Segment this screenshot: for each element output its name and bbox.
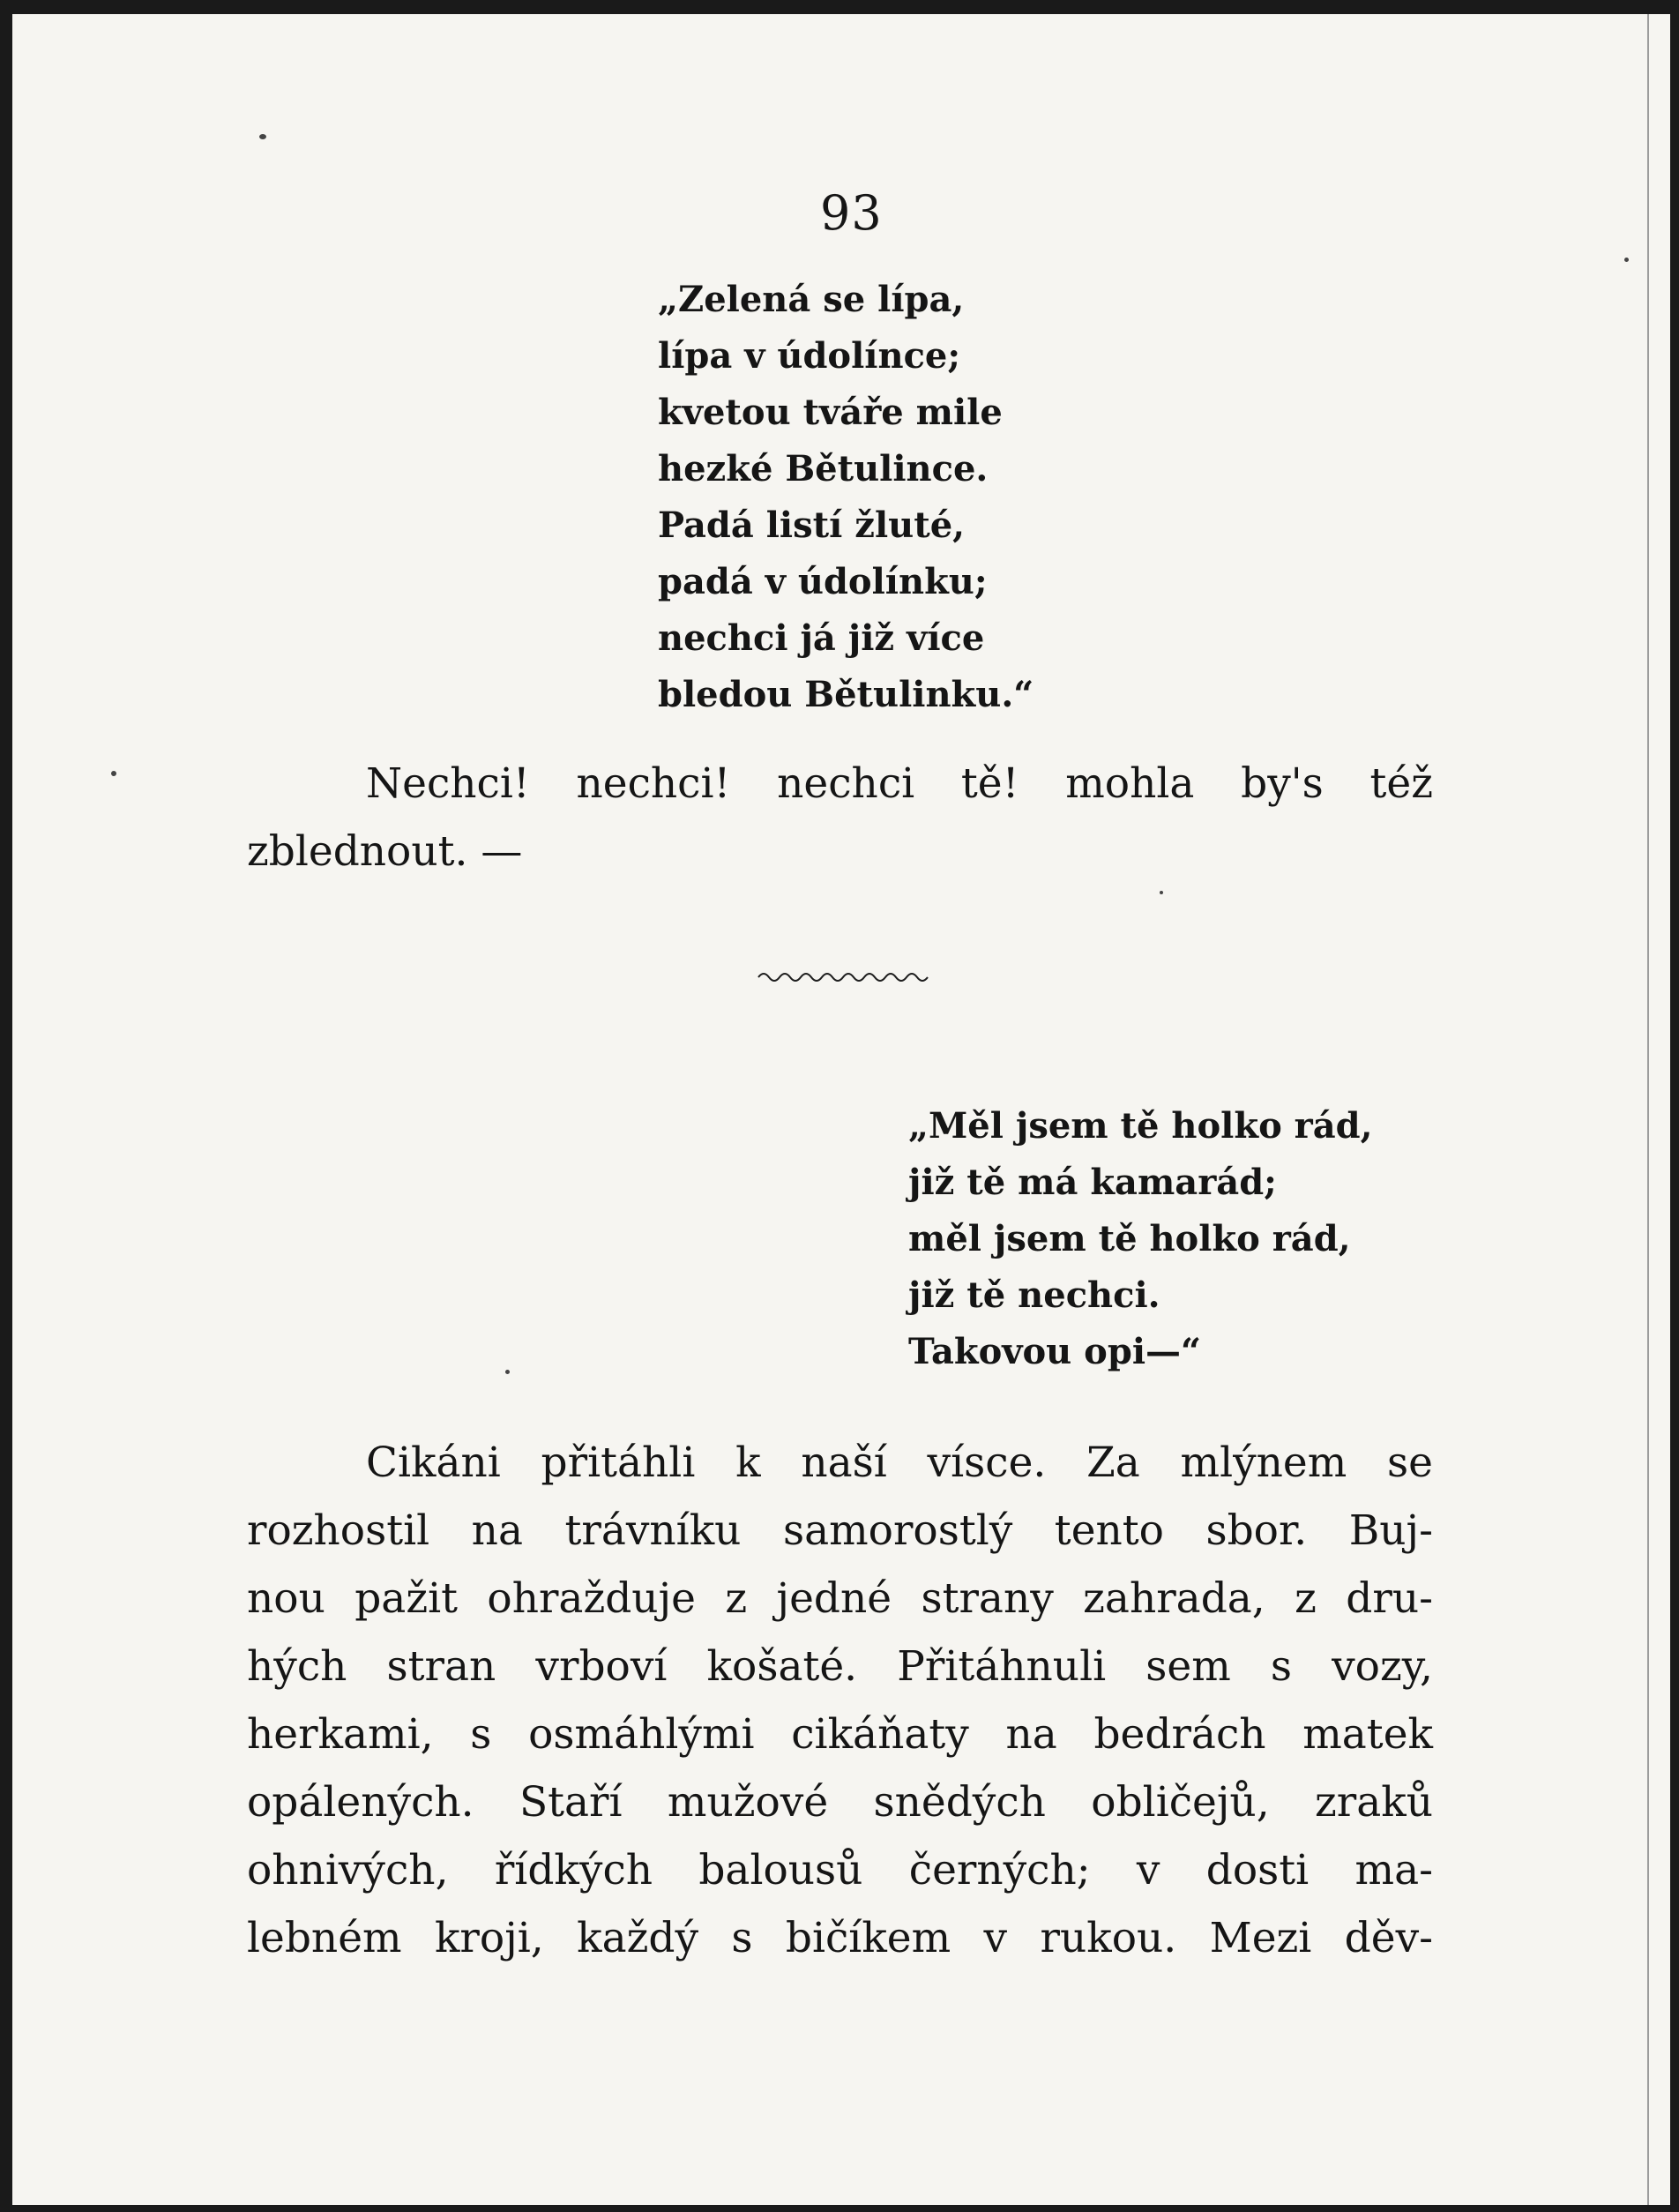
paragraph-line: opálených. Staří mužové snědých obličejů, zraků [247,1778,1433,1827]
poem-line: měl jsem tě holko rád, [908,1218,1351,1259]
print-speck [111,771,116,776]
paragraph-line: zblednout. — [247,827,523,876]
scan-border-top [0,0,1679,14]
page-number: 93 [820,185,883,241]
poem-line: „Měl jsem tě holko rád, [908,1105,1373,1147]
paragraph-line: ohnivých, řídkých balousů černých; v dosti ma- [247,1846,1433,1894]
print-speck [259,134,266,139]
poem-line: již tě nechci. [908,1274,1160,1316]
poem-line: již tě má kamarád; [908,1162,1277,1203]
print-speck [1624,258,1629,262]
paragraph-line: herkami, s osmáhlými cikáňaty na bedrách matek [247,1710,1433,1759]
poem-stanza-first [658,272,1034,723]
poem-line: lípa v údolínce; [658,335,961,377]
print-speck [1160,891,1163,894]
poem-line: padá v údolínku; [658,561,988,602]
page-fold-line [1647,14,1649,2205]
paragraph-line: rozhostil na trávníku samorostlý tento sbor. Buj- [247,1506,1433,1555]
paragraph-line: Nechci! nechci! nechci tě! mohla by's též [366,759,1433,808]
poem-line: kvetou tváře mile [658,392,1003,433]
wavy-divider [757,968,929,986]
print-speck [505,1370,510,1374]
paragraph-first [247,750,1433,886]
poem-line: Takovou opi—“ [908,1331,1202,1372]
paragraph-second [247,1429,1433,1972]
poem-line: Padá listí žluté, [658,504,966,546]
paragraph-line: hých stran vrboví košaté. Přitáhnuli sem s vozy, [247,1642,1433,1691]
poem-stanza-second [908,1098,1373,1380]
scan-border-left [0,0,12,2212]
poem-line: bledou Bětulinku.“ [658,674,1034,715]
paragraph-line: Cikáni přitáhli k naší vísce. Za mlýnem se [366,1439,1433,1487]
scan-border-right [1670,0,1679,2212]
poem-line: nechci já již více [658,617,985,659]
paragraph-line: nou pažit ohražduje z jedné strany zahrada, z dru- [247,1574,1433,1623]
poem-line: hezké Bětulince. [658,448,989,489]
scan-border-bottom [0,2205,1679,2212]
poem-line: „Zelená se lípa, [658,279,965,320]
paragraph-line: lebném kroji, každý s bičíkem v rukou. Mezi děv- [247,1914,1433,1962]
